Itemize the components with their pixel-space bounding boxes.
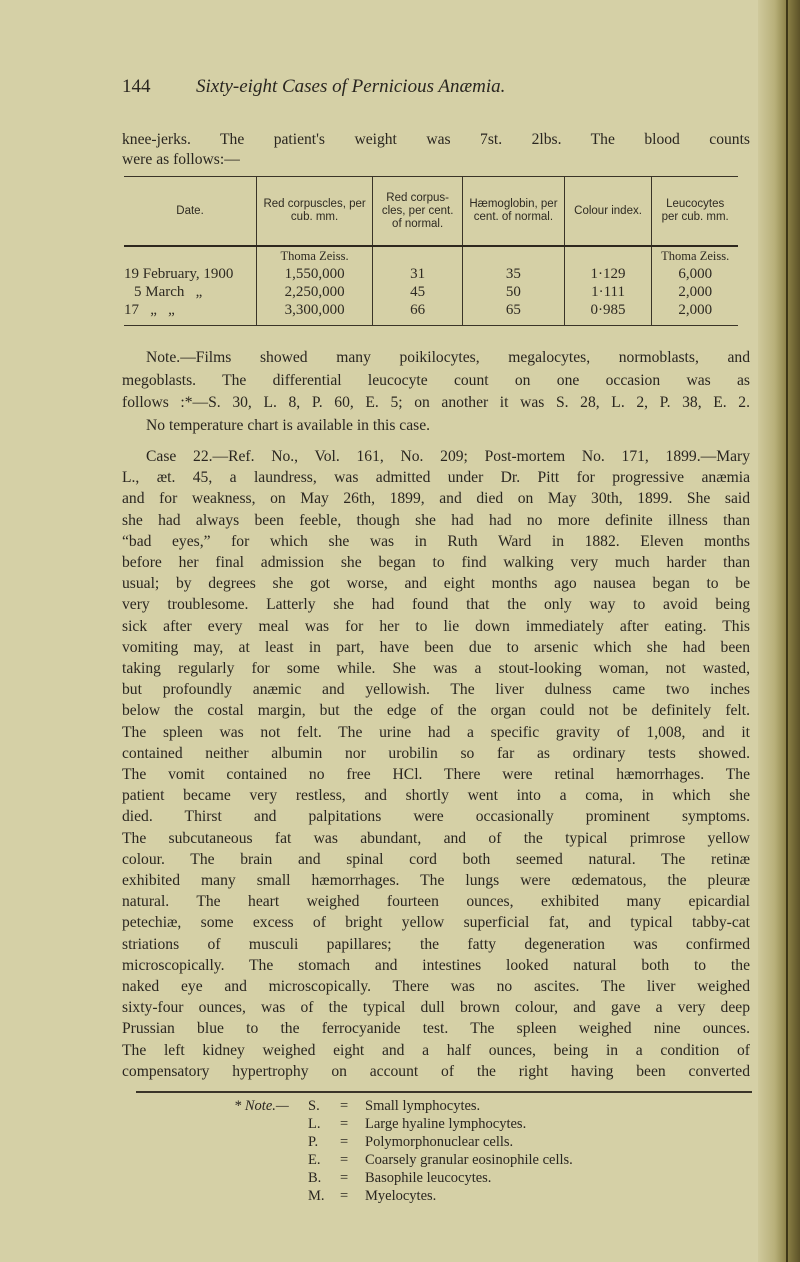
equals-sign: = — [340, 1152, 349, 1168]
text-line: striations of musculi papillares; the fatty degeneration was confirmed — [122, 935, 750, 953]
text-line: L., æt. 45, a laundress, was admitted under Dr. Pitt for progressive anæmia — [122, 469, 750, 487]
footnote-definition: Polymorphonuclear cells. — [365, 1134, 514, 1150]
text-line: petechiæ, some excess of bright yellow superficial fat, and typical tabby-cat — [122, 914, 750, 932]
footnote-rule — [136, 1091, 752, 1093]
text-line: No temperature chart is available in this case. — [146, 417, 431, 435]
text-line: patient became very restless, and shortly went into a coma, in which she — [122, 787, 750, 805]
col-haemoglobin: Hæmoglobin, per cent. of normal. — [463, 177, 565, 247]
text-line: The vomit contained no free HCl. There were retinal hæmorrhages. The — [122, 766, 750, 783]
table-row — [124, 265, 738, 283]
table-header-row — [124, 177, 738, 247]
text-line: compensatory hypertrophy on account of the right having been converted — [122, 1062, 750, 1080]
cell-date: 5 March „ — [134, 284, 203, 300]
text-line: before her final admission she began to find walking very much harder than — [122, 554, 750, 571]
unit: Thoma Zeiss. — [257, 246, 373, 265]
binding-gutter-line — [786, 0, 788, 1262]
book-binding-edge — [758, 0, 800, 1262]
cell: 50 — [463, 283, 565, 301]
text-line: but profoundly anæmic and yellowish. The liver dulness came two inches — [122, 681, 750, 699]
col-red-corpuscles: Red corpuscles, per cub. mm. — [257, 177, 373, 247]
text-line: microscopically. The stomach and intestines looked natural both to the — [122, 956, 750, 974]
col-date: Date. — [124, 177, 257, 247]
footnote-abbr: L. — [308, 1116, 321, 1132]
text-line: exhibited many small hæmorrhages. The lungs were œdematous, the pleuræ — [122, 872, 750, 889]
cell: 2,250,000 — [257, 283, 373, 301]
table-row — [124, 301, 738, 326]
footnote-marker: * Note.— — [234, 1098, 289, 1114]
unit — [124, 246, 257, 265]
text-line: natural. The heart weighed fourteen ounces, exhibited many epicardial — [122, 893, 750, 911]
text-line: naked eye and microscopically. There was no ascites. The liver weighed — [122, 978, 750, 995]
running-title: Sixty-eight Cases of Pernicious Anæmia. — [196, 76, 506, 97]
text-line: and for weakness, on May 26th, 1899, and died on May 30th, 1899. She said — [122, 490, 750, 508]
cell: 0·985 — [564, 301, 652, 326]
text-line: below the costal margin, but the edge of the organ could not be definitely felt. — [122, 702, 750, 720]
page-number: 144 — [122, 76, 151, 97]
table-row — [124, 283, 738, 301]
text-line: Note.—Films showed many poikilocytes, megalocytes, normoblasts, and — [146, 349, 750, 366]
text-line: usual; by degrees she got worse, and eight months ago nausea began to be — [122, 575, 750, 593]
equals-sign: = — [340, 1170, 349, 1186]
footnote-definition: Small lymphocytes. — [365, 1098, 481, 1114]
text-line: colour. The brain and spinal cord both seemed natural. The retinæ — [122, 850, 750, 868]
text-line: contained neither albumin nor urobilin so far as ordinary tests showed. — [122, 744, 750, 762]
cell: 1·111 — [564, 283, 652, 301]
footnote-abbr: M. — [308, 1188, 325, 1204]
units-row — [124, 246, 738, 265]
unit — [373, 246, 463, 265]
text-line: sick after every meal was for her to lie down immediately after eating. This — [122, 617, 750, 635]
text-line: very troublesome. Latterly she had found that the only way to avoid being — [122, 596, 750, 614]
text-line: Case 22.—Ref. No., Vol. 161, No. 209; Post-mortem No. 171, 1899.—Mary — [146, 448, 750, 465]
cell: 1,550,000 — [257, 265, 373, 283]
text-line: sixty-four ounces, was of the typical dull brown colour, and gave a very deep — [122, 999, 750, 1017]
text-line: megoblasts. The differential leucocyte count on one occasion was as — [122, 371, 750, 389]
col-red-corpuscles-percent: Red corpus-cles, per cent. of normal. — [373, 177, 463, 247]
footnote-abbr: S. — [308, 1098, 320, 1114]
col-leucocytes: Leucocytes per cub. mm. — [652, 177, 738, 247]
unit: Thoma Zeiss. — [652, 246, 738, 265]
cell-date: 19 February, 1900 — [124, 266, 234, 282]
equals-sign: = — [340, 1134, 349, 1150]
running-header — [122, 76, 752, 100]
cell: 31 — [373, 265, 463, 283]
footnote-abbr: P. — [308, 1134, 319, 1150]
text-line: The spleen was not felt. The urine had a specific gravity of 1,008, and it — [122, 723, 750, 741]
text-line: taking regularly for some while. She was a stout-looking woman, not wasted, — [122, 660, 750, 677]
footnote-definition: Coarsely granular eosinophile cells. — [365, 1152, 573, 1168]
footnote-definition: Basophile leucocytes. — [365, 1170, 492, 1186]
cell: 65 — [463, 301, 565, 326]
footnote-definition: Large hyaline lymphocytes. — [365, 1116, 527, 1132]
cell: 3,300,000 — [257, 301, 373, 326]
equals-sign: = — [340, 1188, 349, 1204]
blood-count-table — [124, 176, 738, 326]
footnote-abbr: E. — [308, 1152, 321, 1168]
col-colour-index: Colour index. — [564, 177, 652, 247]
cell-date: 17 „ „ — [124, 301, 257, 326]
cell: 6,000 — [652, 265, 738, 283]
footnote-abbr: B. — [308, 1170, 322, 1186]
intro-line: knee-jerks. The patient's weight was 7st. 2lbs. The blood counts — [122, 131, 750, 148]
text-line: she had always been feeble, though she had had no more definite illness than — [122, 511, 750, 529]
cell: 2,000 — [652, 283, 738, 301]
text-line: vomiting may, at least in part, have been due to arsenic which she had been — [122, 638, 750, 656]
equals-sign: = — [340, 1098, 349, 1114]
unit — [463, 246, 565, 265]
text-line: The left kidney weighed eight and a half ounces, being in a condition of — [122, 1041, 750, 1059]
text-line: “bad eyes,” for which she was in Ruth Ward in 1882. Eleven months — [122, 532, 750, 550]
equals-sign: = — [340, 1116, 349, 1132]
cell: 2,000 — [652, 301, 738, 326]
text-line: died. Thirst and palpitations were occasionally prominent symptoms. — [122, 808, 750, 826]
text-line: Prussian blue to the ferrocyanide test. The spleen weighed nine ounces. — [122, 1020, 750, 1038]
cell: 35 — [463, 265, 565, 283]
text-line: The subcutaneous fat was abundant, and of the typical primrose yellow — [122, 829, 750, 847]
text-line: follows :*—S. 30, L. 8, P. 60, E. 5; on another it was S. 28, L. 2, P. 38, E. 2. — [122, 394, 750, 412]
unit — [564, 246, 652, 265]
cell: 1·129 — [564, 265, 652, 283]
footnote-definition: Myelocytes. — [365, 1188, 437, 1204]
intro-line: were as follows:— — [122, 151, 240, 168]
cell: 45 — [373, 283, 463, 301]
cell: 66 — [373, 301, 463, 326]
